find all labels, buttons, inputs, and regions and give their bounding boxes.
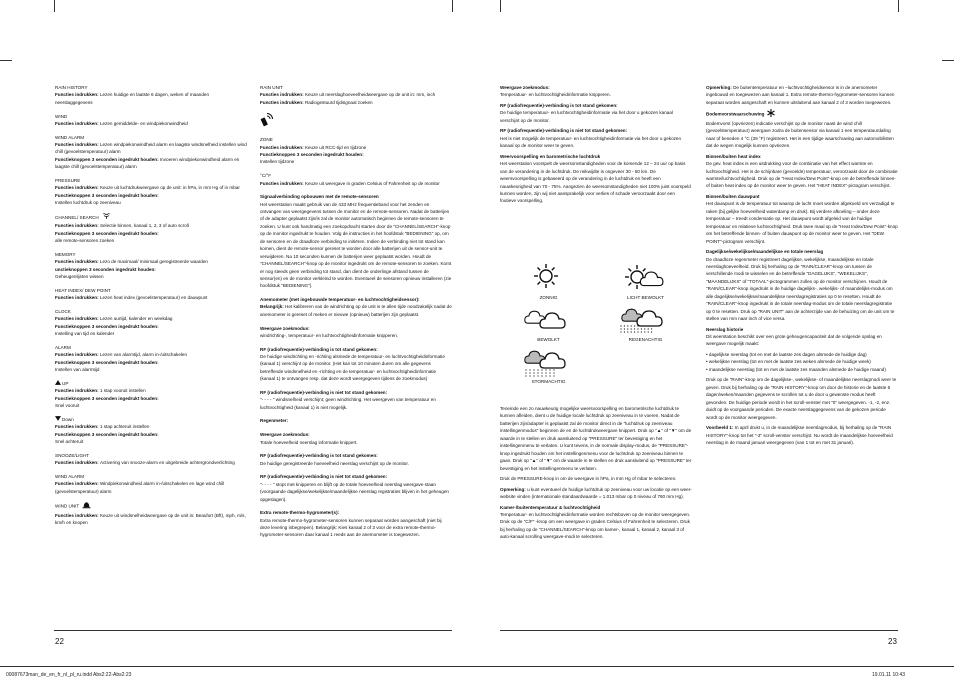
left-para-instelling-van-tijd-en-kalender: [55, 330, 247, 337]
para-heading: unctieknoppen 3 seconden ingedrukt houden:: [55, 266, 156, 272]
left-para-memory: [55, 251, 247, 258]
para-heading: UP: [62, 380, 69, 386]
para-body: Druk op de "RAIN"-knop om de dagelijkse-, wekelijkse- of maandelijkse neerslagmodi weer te geven. Druk bij herhaling op de "RAIN HISTORY"-knop om door de historie en de laatste 6 dagen/weken/maanden gegevens te scrollen tot u de door u gewenste modus heeft gevonden. De huidige periode wordt in het scroll-venster met "0" weergegeven. -1, -2, enz. duidt op de voorgaande perioden. De exacte neerslaggegevens van de gekozen periode wordt op de monitor weergegeven.: [706, 377, 897, 420]
para-heading: RAIN HISTORY: [55, 85, 88, 90]
left-para-heat-index-dew-point: [55, 287, 247, 294]
c3top-para-rf-radiofrequentie-verbinding-is: [500, 102, 692, 109]
weather-sunny: [500, 262, 597, 304]
left-para-functies-indrukken: [55, 294, 247, 301]
column-third-top: [500, 84, 692, 208]
channel-icon: [102, 213, 111, 222]
mid-para-rain-unit: [260, 84, 452, 91]
weather-rain-icon: [597, 304, 694, 336]
mid-para-stopt-met-knipperen-en-blijft-op: [260, 481, 452, 503]
c3bot-para-kamer-buitentemperatuur-luchtvoc: [500, 504, 692, 511]
mid-para-instellen-tijdzone: [260, 158, 452, 165]
mid-para-belangrijk: [260, 303, 452, 318]
para-body: Lezen uurtijd, kalender en weekdag: [99, 316, 173, 322]
para-heading: Functies indrukken:: [55, 120, 100, 126]
weather-rain: [597, 304, 694, 346]
para-body: Lezen windpiekonwindheid alarm en laagste windsnelheid instellen wind chill (gevoelstemperatuur) alarm: [55, 142, 247, 155]
para-heading: ALARM: [55, 344, 71, 350]
para-heading: RF (radiofrequentie)-verbinding is niet tot stand gekomen:: [500, 128, 628, 134]
para-heading: WIND UNIT: [55, 503, 80, 509]
mid-para-functieknoppen-3-seconden-ingedr: [260, 151, 452, 158]
para-heading: Functieknoppen 3 seconden ingedrukt houden:: [55, 395, 159, 401]
para-body: Invoeren windpiekonwindheid alarm en laagste chill (gevoelstemperatuur) alarm: [55, 156, 240, 170]
para-heading: Anemometer (met ingebouwde temperatuur- en luchtvochtigheidsensor):: [260, 297, 420, 302]
para-heading: HEAT INDEX/ DEW POINT: [55, 287, 111, 293]
crop-mark: [0, 60, 12, 61]
left-para-instellen-luchtdruk-op-zeeniveau: [55, 199, 247, 206]
para-heading: SNOOZE/LIGHT: [55, 452, 90, 458]
right-para-voorbeeld-1: [706, 424, 898, 446]
para-heading: CHANNEL/ SEARCH: [55, 214, 99, 220]
para-heading: Binnen/buiten heat index: [706, 153, 761, 159]
right-para-de-gev-heat-index-is-een-uitdruk: [706, 160, 898, 190]
left-para-functieknoppen-3-seconden-ingedr: [55, 323, 247, 330]
left-para-functies-indrukken: [55, 387, 247, 394]
mid-para-totale-hoeveelheid-neerslag-info: [260, 439, 452, 446]
para-heading: ZONE: [260, 137, 273, 143]
para-heading: Weervoorspelling en barometrische luchtdruk: [500, 153, 601, 159]
mid-para-functies-indrukken: [260, 99, 452, 106]
para-body: Extra remote-thermo-hygrometer-sensoren kunnen separaat worden aangeschaft (niet bij deze levering inbegrepen). Belangrijk: Kies kanaal 2 of 3 voor de extra remote-thermo-hygrometer-sensoren daar kanaal 1 reeds aan de anemometer is toegewezen.: [260, 517, 442, 538]
left-para-functies-indrukken: [55, 351, 247, 358]
left-para-functies-indrukken: [55, 423, 247, 430]
left-para-functies-indrukken: [55, 120, 247, 127]
c3bot-para-opmerking: [500, 486, 692, 501]
para-heading: RAIN UNIT: [260, 85, 283, 90]
left-para-rain-history: [55, 84, 247, 91]
para-body: Lezen van alarmtijd, alarm in-/uitschakelen: [99, 352, 188, 358]
column-right: [706, 84, 898, 450]
left-para-functieknoppen-3-seconden-ingedr: [55, 192, 247, 199]
para-body: Keuze uit windsnelheidweergave op de unit in: Beaufort (Bft), mph, m/s, km/h en knopen: [55, 512, 246, 526]
para-heading: RF (radiofrequentie)-verbinding is niet tot stand gekomen:: [260, 474, 388, 480]
para-heading: Functieknoppen 3 seconden ingedrukt houden:: [55, 230, 159, 236]
right-para-dit-weerstation-beschikt-over-ee: [706, 333, 898, 348]
para-body: Keuze uit RCC-tijd en tijdzone: [304, 144, 367, 150]
para-body: • dagelijkse neerslag (tot en met de laatste zes dagen alsmede de huidige dag) • wekelijkse neerslag (tot en met de laatste zes weken alsmede de huidige week) • maandelijkse neerslag (tot en met de laatste zes maanden alsmede de huidige maand): [706, 352, 886, 372]
snow-icon: [767, 109, 775, 119]
para-heading: Dagelijkse/wekelijkse/maandelijkse en totale neerslag: [706, 249, 824, 255]
c3bot-para-temperatuur-en-luchtvochtigheidi: [500, 511, 692, 541]
para-heading: Instellen van alarmtijd: [55, 367, 100, 373]
weather-cloudy: [500, 304, 597, 346]
right-para-opmerking: [706, 84, 898, 106]
left-para-functieknoppen-3-seconden-ingedr: [55, 395, 247, 402]
mid-para-zone: [260, 136, 452, 143]
para-body: Het weerstation voorspelt de weersomstandigheden voor de komende 12 – 24 uur op basis van de verandering in de luchtdruk. De reikwijdte is ongeveer 30 - 50 km. De weersvoorspelling is gebaseerd op de verandering in de luchtdruk en heeft een nauwkeurigheid van 70 - 75%. Aangezien de weersomstandigheden niet 100% juist voorspeld kunnen worden, zijn wij niet aansprakelijk voor verlies of schade veroorzaakt door een foutieve voorspelling.: [500, 161, 691, 204]
mid-para-functies-indrukken: [260, 144, 452, 151]
para-body: In april drukt u, in de maandelijkse neerslagmodus, bij herhaling op de "RAIN HISTORY"-knop tot het "-3" scroll-venster verschijnt. Nu wordt de maandelijkse hoeveelheid neerslag in de maand januari weergegeven (van 1 tot en met 31 januari).: [706, 425, 893, 445]
para-heading: Functies indrukken:: [260, 144, 305, 150]
crop-mark: [942, 60, 954, 61]
c3top-para-weergave-zoekmodus: [500, 84, 692, 91]
para-heading: CLOCK: [55, 308, 71, 314]
left-para-wind-alarm: [55, 473, 247, 480]
right-para-dagelijkse-wekelijkse-maandelijk: [706, 248, 898, 255]
left-para-unctieknoppen-3-seconden-ingedru: [55, 266, 247, 273]
para-heading: Regenmeter:: [260, 418, 289, 424]
crop-mark: [452, 0, 453, 12]
right-para-het-dauwpunt-is-de-temperatuur-t: [706, 200, 898, 245]
left-para-clock: [55, 308, 247, 315]
sensor-icon: [260, 113, 273, 130]
c3bot-para-teneinde-een-zo-nauwkeurig-mogel: [500, 405, 692, 472]
column-middle: [260, 84, 452, 539]
mid-para-item: [260, 113, 452, 130]
para-heading: WIND ALARM: [55, 473, 85, 479]
c3top-para-rf-radiofrequentie-verbinding-is: [500, 127, 692, 134]
para-body: Temperatuur- en luchtvochtigheidinformatie knipperen.: [500, 92, 611, 98]
para-heading: Functies indrukken:: [55, 481, 100, 487]
page-number-left: 22: [55, 637, 64, 646]
para-heading: alle remote-sensoren zoeken: [55, 238, 115, 244]
para-heading: Extra remote-thermo-hygrometer(s):: [260, 510, 340, 516]
para-heading: Opmerking:: [500, 486, 528, 492]
para-heading: Functieknoppen 3 seconden ingedrukt houden:: [260, 152, 364, 157]
para-heading: Kamer-/buitentemperatuur & luchtvochtigheid: [500, 504, 601, 510]
para-heading: Voorbeeld 1:: [706, 425, 735, 431]
para-heading: Opmerking:: [706, 85, 734, 90]
up-icon: [55, 380, 61, 387]
mid-para-rf-radiofrequentie-verbinding-is: [260, 473, 452, 480]
para-heading: Functies indrukken:: [260, 180, 305, 186]
para-heading: RF (radiofrequentie)-verbinding is tot stand gekomen:: [260, 346, 378, 352]
para-body: Windpiekonwindheid alarm in-/uitschakelen en lage wind chill (gevoelstemperatuur) alarm: [55, 481, 225, 494]
mid-para-anemometer-met-ingebouwde-temper: [260, 296, 452, 303]
weather-label: REGENACHTIG: [628, 337, 663, 342]
mid-para-signaalverbinding-opbouwen-met-d: [260, 193, 452, 200]
mid-para-extra-remote-thermo-hygrometer-s: [260, 509, 452, 516]
para-heading: Belangrijk:: [260, 304, 286, 310]
para-heading: WIND ALARM: [55, 134, 85, 140]
column-left: [55, 84, 247, 527]
mid-para-windsnelheid-verschijnt-geen-win: [260, 396, 452, 411]
para-body: Het weerstation maakt gebruik van de 433 MHz frequentieband voor het zenden en ontvangen van weergegevens tussen de monitor en de remote-sensoren. Nadat de batterijen of de adapter geplaatst zijn/is zal de monitor automatisch beginnen de remote-sensoren te zoeken. U kunt ook handmatig een zoekopdracht starten door de "CHANNEL/SEARCH"-knop op de monitor ingedrukt te houden. Volg de instructies in het hoofdstuk "BEDIENING" op, om de sensoren en de draadloze verbinding te initiëren. Indien de verbinding niet tot stand kan komen, dient de remote-sensor gereset te worden door alle batterijen uit de sensor-unit te verwijderen. Na 10 seconden kunnen de batterijen weer geplaatst worden. Houdt de "CHANNEL/SEARCH"-knop op de monitor ingedrukt om de remote-sensoren te zoeken. Komt er nog steeds geen verbinding tot stand, dan dient de onderlinge afstand tussen de sensor(en) en de monitor verkleind te worden. Eventueel de sensoren opnieuw installeren (zie hoofdstuk "BEDIENING").: [260, 201, 452, 289]
right-para-bodemvorstwaarschuwing: [706, 109, 898, 119]
para-heading: Functies indrukken:: [55, 316, 100, 322]
para-heading: Neerslag historie: [706, 326, 744, 332]
para-heading: Functies indrukken:: [55, 424, 100, 430]
left-para-up: [55, 380, 247, 388]
weather-storm: [500, 346, 597, 388]
weather-label: ZONNIG: [539, 295, 558, 300]
left-para-wind-alarm: [55, 134, 247, 141]
para-heading: Functies indrukken:: [55, 223, 100, 229]
c3bot-para-druk-de-pressure-knop-in-om-de-w: [500, 475, 692, 482]
para-body: De draadloze regenmeter registreert dagelijkse, wekelijkse, maandelijkse en totale neerslaghoeveelheid. Druk bij herhaling op de "RAIN/CLEAR"-knop om tussen de verschillende modi te wisselen en de betreffende "DAGELIJKS", "WEKELIJKS", "MAANDELIJKS" of "TOTAAL"-pictogrammen zullen op de monitor verschijnen. Houdt de "RAIN/CLEAR"-knop ingedrukt in de huidige dagelijks-, wekelijks- of maandelijks-modus om alle dagelijkse/wekelijkse/maandelijkse neerslagregistraties op 0 te resetten. Houdt de "RAIN/CLEAR"-knop ingedrukt in de totale neerslag-modus om de totale neerslagregistratie op 0 te resetten. Druk op "RAIN UNIT" aan de achterzijde van de behuizing om de unit om te stellen van mm naar inch of vice versa.: [706, 256, 895, 322]
para-heading: Functieknoppen 3 seconden ingedrukt houden:: [55, 192, 159, 198]
para-body: De huidige windrichting en -richting alsmede de temperatuur- en luchtvochtigheidinformatie (kanaal 1) verschijnt op de monitor. (Het kan tot 10 minuten duren om alle gegevens betreffende windsnelheid en -richting en de temperatuur- en luchtvochtigheidinformatie (kanaal 1) te ontvangen resp. dat deze wordt weergegeven tijdens de zoekmodus): [260, 354, 445, 382]
para-body: Het is niet mogelijk de temperatuur- en luchtvochtigheidinformatie via het door u gekozen kanaal op de monitor weer te geven.: [500, 135, 682, 149]
footer-date: 19.01.11 10:43: [872, 672, 905, 678]
para-body: De gev. heat index is een uitdrukking voor de combinatie van het effect warmte en luchtvochtigheid. Het is de schijnbare (gevoelde) temperatuur, veroorzaakt door de combinatie warmte/luchtvochtigheid. Druk op de "Heat Index/Dew Point"-knop om de betreffende binnen- of buiten heat index op de monitor weer te geven. Het "HEAT INDEX"-pictogram verschijnt.: [706, 161, 898, 189]
para-heading: MEMORY: [55, 251, 76, 257]
para-body: Teneinde een zo nauwkeurig mogelijke weersvoorspelling en barometrische luchtdruk te kunnen afleiden, dient u de huidige locale luchtdruk op zeeniveau in te voeren. Nadat de batterijen zijn/adapter is geplaatst zal de monitor direct in de "luchtdruk op zeeniveau instellingenmodus" beginnen de en de luchtdrukweergave knippert. Druk op "▲" of "▼" om de waarde in te stellen en druk aansluitend op "PRESSURE" ter bevestiging en het instellingenmenu te verlaten. U kunt tevens, in de normale display-modus, de "PRESSURE"-knop ingedrukt houden om het instellingenmenu voor de luchtdruk op zeeniveau binnen te gaan. Druk op "▲" of "▼" om de waarde in te stellen en druk aansluitend op "PRESSURE" ter bevestiging en het instellingenmenu te verlaten.: [500, 406, 692, 471]
mid-para-rf-radiofrequentie-verbinding-is: [260, 389, 452, 396]
footer-filename: 00087673man_de_en_fr_nl_pl_ru.indd Abs2:22-Abs2:23: [6, 672, 132, 678]
left-para-functies-indrukken: [55, 222, 247, 229]
para-heading: Functieknoppen 3 seconden ingedrukt houden:: [55, 431, 159, 437]
para-body: De huidige geregistreerde hoeveelheid neerslag verschijnt op de monitor.: [260, 460, 409, 466]
left-para-wind-unit: [55, 501, 247, 511]
left-para-snel-vooruit: [55, 402, 247, 409]
left-para-alle-remote-sensoren-zoeken: [55, 237, 247, 244]
para-heading: Functies indrukken:: [55, 388, 100, 394]
right-para-druk-op-de-rain-knop-om-de-dagel: [706, 376, 898, 421]
para-heading: Instellen tijdzone: [260, 159, 295, 165]
left-para-wind: [55, 113, 247, 120]
right-para-neerslag-historie: [706, 326, 898, 333]
mid-para-weergave-zoekmodus: [260, 325, 452, 332]
para-body: Het dauwpunt is de temperatuur tot waarop de lucht moet worden afgekoeld om verzadigd te raken (bij gelijke hoeveelheid waterdamp en druk). Bij verdere afkoeling – onder deze temperatuur – treedt condensatie op. Het dauwpunt wordt afgeleid van de huidige temperatuur en relatieve luchtvochtigheid. Druk twee maal op de "Heat Index/Dew Point"-knop om het betreffende binnen- of buiten dauwpunt op de monitor weer te geven. Het "DEW POINT"-pictogram verschijnt.: [706, 201, 898, 244]
mid-para-weergave-zoekmodus: [260, 431, 452, 438]
para-heading: Signaalverbinding opbouwen met de remote-sensoren: [260, 194, 379, 200]
c3top-para-de-huidige-temperatuur-en-luchtv: [500, 109, 692, 124]
para-heading: Bodemvorstwaarschuwing: [706, 111, 765, 117]
para-heading: °C/°F: [260, 173, 272, 179]
para-body: Lezen heat index (gevoelstemperatuur) en dauwpunt: [99, 295, 208, 301]
left-para-functies-indrukken: [55, 512, 247, 527]
left-para-functies-indrukken: [55, 91, 247, 106]
para-body: Activering van snooze-alarm en uitgebreide achtergrondverlichting: [99, 460, 235, 466]
page-number-right: 23: [888, 637, 897, 646]
para-body: "- - - - " stopt met knipperen en blijft op de totale hoeveelheid neerslag weergave staan (voorgaande dagelijkse/wekelijkse/maandelijkse neerslag registraties blijven in het geheugen opgeslagen).: [260, 481, 449, 502]
para-heading: Functies indrukken:: [55, 185, 100, 191]
mid-para-de-huidige-geregistreerde-hoevee: [260, 460, 452, 467]
para-body: Keuze uit weergave in graden Celsius of Fahrenheit op de monitor: [304, 180, 440, 186]
weather-sunny-icon: [500, 262, 597, 294]
para-body: Keuze uit neerslaghoeveelheidweergave op de unit in: mm, inch: [304, 92, 436, 98]
para-heading: Weergave zoekmodus:: [260, 325, 310, 331]
left-para-instellen-van-alarmtijd: [55, 366, 247, 373]
right-para-dagelijkse-neerslag-tot-en-met-d: [706, 351, 898, 373]
right-para-binnen-buiten-heat-index: [706, 153, 898, 160]
left-para-snel-achteruit: [55, 438, 247, 445]
para-heading: Geheugenlijsten wissen: [55, 274, 104, 280]
para-heading: Down: [62, 416, 74, 422]
para-heading: Functies indrukken:: [260, 99, 305, 105]
weather-cloudy-icon: [500, 304, 597, 336]
c3top-para-het-is-niet-mogelijk-de-temperat: [500, 135, 692, 150]
weather-light-icon: [597, 262, 694, 294]
mid-para-het-weerstation-maakt-gebruik-va: [260, 201, 452, 290]
right-para-bodemvorst-opvriezen-indicatie-v: [706, 120, 898, 150]
para-heading: Functies indrukken:: [55, 295, 100, 301]
left-para-functies-indrukken: [55, 258, 247, 265]
mid-para-rf-radiofrequentie-verbinding-is: [260, 346, 452, 353]
left-para-snooze-light: [55, 452, 247, 459]
weather-light: [597, 262, 694, 304]
left-para-geheugenlijsten-wissen: [55, 273, 247, 280]
para-heading: Snel achteruit: [55, 439, 84, 445]
para-heading: Weergave zoekmodus:: [500, 85, 550, 90]
para-heading: RF (radiofrequentie)-verbinding is niet tot stand gekomen:: [260, 389, 388, 395]
para-body: Selectie binnen, kanaal 1, 2, 3 of auto scroll: [99, 223, 189, 229]
para-heading: Functies indrukken:: [55, 352, 100, 358]
para-body: Bodemvorst (opvriezen) indicatie verschijnt op de monitor naast de wind chill (gevoelstemperatuur) weergave zodra de buitensensor via kanaal 1 een temperatuurdaling naar of beneden 4 °C (39 °F) registreert. Het is een tijdige waarschuwing aan automobilisten dat de wegen mogelijk kunnen opvriezen.: [706, 120, 894, 149]
para-body: 1 stap vooruit instellen: [99, 388, 146, 394]
left-para-functies-indrukken: [55, 184, 247, 191]
left-para-functies-indrukken: [55, 141, 247, 156]
para-body: Totale hoeveelheid neerslag informatie knippert.: [260, 439, 358, 445]
para-body: Temperatuur- en luchtvochtigheidinformatie worden rechtsboven op de monitor weergegeven. Druk op de "C/F" -knop om een weergave in graden Celsius of Fahrenheit te selecteren. Druk bij herhaling op de "CHANNEL/SEARCH"-knop om kamer-, kanaal 1, kanaal 2, kanaal 3 of auto-kanaal scrolling weergave-modi te selecteren.: [500, 511, 691, 540]
para-body: windrichting-, temperatuur- en luchtvochtigheidinformatie knipperen.: [260, 332, 399, 338]
para-heading: Functieknoppen 3 seconden ingedrukt houden:: [55, 323, 159, 329]
para-heading: Functies indrukken:: [55, 92, 100, 98]
mid-para-c-f: [260, 172, 452, 179]
para-heading: WIND: [55, 113, 68, 119]
c3top-para-temperatuur-en-luchtvochtigheidi: [500, 91, 692, 98]
para-heading: RF (radiofrequentie)-verbinding is tot stand gekomen:: [260, 453, 378, 459]
weather-storm-icon: [500, 346, 597, 378]
left-para-alarm: [55, 344, 247, 351]
c3top-para-weervoorspelling-en-barometrisch: [500, 153, 692, 160]
para-heading: Functies indrukken:: [55, 460, 100, 466]
para-heading: Instellen luchtdruk op zeeniveau: [55, 200, 121, 206]
para-heading: Snel vooruit: [55, 403, 80, 409]
para-body: Het kalibreren van de windrichting op de unit is te allen tijde noodzakelijk nadat de anemometer is gereset of meken er nieuwe (opnieuw) batterijen zijn geplaatst.: [260, 304, 452, 317]
mid-para-regenmeter: [260, 417, 452, 424]
slug-rule: [0, 666, 954, 667]
para-body: Radiogestuurd tijdsignaal zoeken: [304, 99, 373, 105]
crop-mark: [500, 0, 501, 12]
para-heading: RF (radiofrequentie)-verbinding is tot stand gekomen:: [500, 102, 618, 108]
left-para-pressure: [55, 177, 247, 184]
mid-para-functies-indrukken: [260, 180, 452, 187]
para-body: u kunt eventueel de huidige luchtdruk op zeeniveau voor uw locatie op een weer-website vinden (internationale standaardwaarde = 1.013 mbar op 0 niveau of 760 mm Hg).: [500, 486, 692, 499]
mid-para-rf-radiofrequentie-verbinding-is: [260, 452, 452, 459]
para-body: Dit weerstation beschikt over een grote geheugencapaciteit dat de volgende opslag en weergave mogelijk maakt:: [706, 334, 882, 347]
left-para-channel-search: [55, 213, 247, 222]
weather-label: BEWOLKT: [537, 337, 560, 342]
mid-para-extra-remote-thermo-hygrometer-s: [260, 517, 452, 539]
mid-para-windrichting-temperatuur-en-luch: [260, 332, 452, 339]
mid-para-de-huidige-windrichting-en-richt: [260, 353, 452, 383]
crop-mark: [54, 0, 55, 12]
para-body: Lezen gemiddelde- en windpiekonwindheid: [99, 120, 188, 126]
para-heading: Binnen/buiten dauwpunt: [706, 193, 760, 199]
crop-mark: [898, 0, 899, 12]
left-para-functieknoppen-3-seconden-ingedr: [55, 359, 247, 366]
c3top-para-het-weerstation-voorspelt-de-wee: [500, 160, 692, 205]
para-heading: Functieknoppen 3 seconden ingedrukt houden:: [55, 156, 160, 162]
para-body: 1 stap achteruit instellen: [99, 424, 150, 430]
para-heading: Functies indrukken:: [260, 92, 305, 98]
para-body: De huidige temperatuur- en luchtvochtigheidinformatie via het door u gekozen kanaal verschijnt op de monitor.: [500, 110, 673, 123]
para-heading: PRESSURE: [55, 177, 81, 183]
para-heading: Functies indrukken:: [55, 512, 100, 518]
right-para-binnen-buiten-dauwpunt: [706, 193, 898, 200]
mid-para-functies-indrukken: [260, 91, 452, 98]
para-body: De buitentemperatuur en –luchtvochtigheidsensor is in de anemometer ingebouwd en toegewezen aan kanaal 1. Extra remote-thermo-hygrometer-sensoren kunnen separaat worden aangeschaft en kunnen uitsluitend aan kanaal 2 of 3 worden toegewezen.: [706, 85, 895, 105]
para-heading: Functies indrukken:: [55, 142, 100, 147]
para-body: Keuze uit luchtdrukweergave op de unit: in hPa, in mm Hg of in mbar: [99, 185, 240, 191]
para-heading: Functieknoppen 3 seconden ingedrukt houden:: [55, 359, 159, 365]
para-heading: Instelling van tijd en kalender: [55, 331, 115, 337]
weather-label: STORMACHTIG: [531, 379, 566, 384]
weather-label: LICHT BEWOLKT: [627, 295, 664, 300]
right-para-de-draadloze-regenmeter-registre: [706, 256, 898, 323]
page-rule-left: [54, 630, 452, 631]
page-rule-right: [500, 630, 898, 631]
left-para-functieknoppen-3-seconden-ingedr: [55, 431, 247, 438]
para-heading: Functies indrukken:: [55, 259, 100, 265]
para-body: Lezen huidige en laatste 6 dagen, weken of maanden neerslaggegevens: [55, 92, 209, 105]
left-para-functieknoppen-3-seconden-ingedr: [55, 230, 247, 237]
column-third-bottom: [500, 405, 692, 544]
para-body: "- - - - " windsnelheid verschijnt; geen windrichting. Het weergeven van temperatuur en luchtvochtigheid (kanaal 1) is niet mogelijk.: [260, 397, 436, 410]
bell-icon: [82, 501, 91, 511]
para-heading: Weergave zoekmodus:: [260, 432, 310, 438]
left-para-down: [55, 416, 247, 424]
down-icon: [55, 416, 61, 423]
weather-icons-grid: [500, 262, 694, 390]
left-para-functies-indrukken: [55, 480, 247, 495]
left-para-functies-indrukken: [55, 315, 247, 322]
left-para-functies-indrukken: [55, 459, 247, 466]
para-body: Lezo de maximaal/ minimaal geregistreerde waarden: [99, 259, 208, 265]
left-para-functieknoppen-3-seconden-ingedr: [55, 156, 247, 171]
para-body: Druk de PRESSURE-knop in om de weergave in hPa, in mm Hg of mbar te selecteren.: [500, 476, 677, 482]
